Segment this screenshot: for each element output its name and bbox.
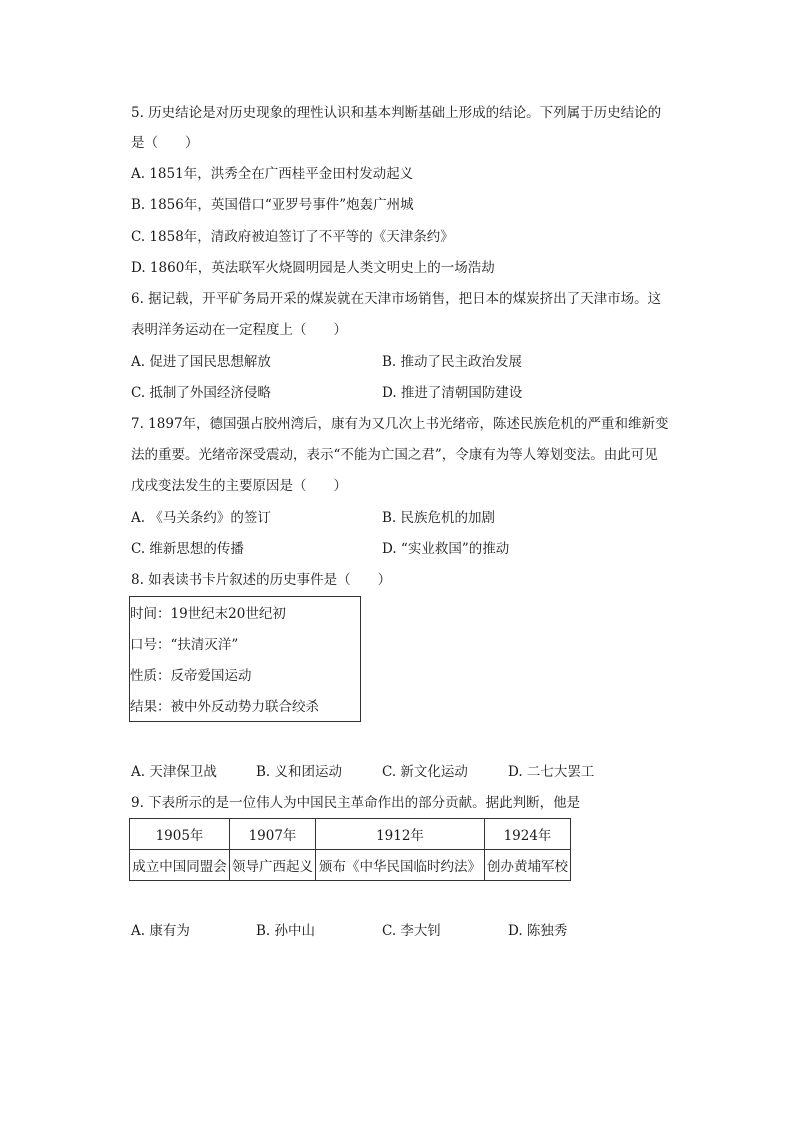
q5-option-b: B. 1856年，英国借口“亚罗号事件”炮轰广州城 [131, 197, 414, 213]
q6-stem-line1: 6. 据记载，开平矿务局开采的煤炭就在天津市场销售，把日本的煤炭挤出了天津市场。这 [131, 291, 662, 307]
q9-option-c: C. 李大钊 [382, 923, 441, 939]
q7-option-a: A. 《马关条约》的签订 [131, 510, 271, 526]
table-row [130, 850, 571, 881]
table-cell-event: 领导广西起义 [230, 850, 316, 881]
table-cell-year: 1924年 [485, 819, 571, 850]
q9-option-d: D. 陈独秀 [508, 923, 568, 939]
q7-stem-line2: 法的重要。光绪帝深受震动，表示“不能为亡国之君”，令康有为等人筹划变法。由此可见 [131, 447, 658, 463]
q5-option-c: C. 1858年，清政府被迫签订了不平等的《天津条约》 [131, 229, 454, 245]
q6-option-c: C. 抵制了外国经济侵略 [131, 385, 271, 401]
table-cell-year: 1907年 [230, 819, 316, 850]
q7-option-c: C. 维新思想的传播 [131, 541, 244, 557]
table-cell-year: 1905年 [130, 819, 230, 850]
table-cell-event: 创办黄埔军校 [485, 850, 571, 881]
card-time: 时间：19世纪末20世纪初 [130, 606, 286, 622]
q5-option-d: D. 1860年，英法联军火烧圆明园是人类文明史上的一场浩劫 [131, 260, 495, 276]
q7-stem-line1: 7. 1897年，德国强占胶州湾后，康有为又几次上书光绪帝，陈述民族危机的严重和维新变 [131, 416, 669, 432]
q9-stem: 9. 下表所示的是一位伟人为中国民主革命作出的部分贡献。据此判断，他是 [131, 795, 581, 811]
table-cell-event: 成立中国同盟会 [130, 850, 230, 881]
q7-option-d: D. “实业救国”的推动 [382, 541, 510, 557]
q6-option-a: A. 促进了国民思想解放 [131, 354, 271, 370]
contribution-table [129, 818, 571, 881]
q8-stem: 8. 如表读书卡片叙述的历史事件是（ ） [131, 572, 392, 588]
q6-option-b: B. 推动了民主政治发展 [382, 354, 523, 370]
q9-option-b: B. 孙中山 [256, 923, 316, 939]
q5-stem-line1: 5. 历史结论是对历史现象的理性认识和基本判断基础上形成的结论。下列属于历史结论的 [131, 105, 662, 121]
table-row [130, 819, 571, 850]
q5-stem-line2: 是（ ） [131, 135, 199, 151]
card-result: 结果：被中外反动势力联合绞杀 [130, 699, 319, 715]
q6-option-d: D. 推进了清朝国防建设 [382, 385, 523, 401]
q8-option-a: A. 天津保卫战 [131, 764, 217, 780]
q9-option-a: A. 康有为 [131, 923, 190, 939]
table-cell-event: 颁布《中华民国临时约法》 [316, 850, 485, 881]
card-slogan: 口号：“扶清灭洋” [130, 637, 239, 653]
q7-stem-line3: 戊戌变法发生的主要原因是（ ） [131, 478, 347, 494]
q5-option-a: A. 1851年，洪秀全在广西桂平金田村发动起义 [131, 166, 414, 182]
q8-option-d: D. 二七大罢工 [508, 764, 595, 780]
reading-card [129, 596, 361, 722]
table-cell-year: 1912年 [316, 819, 485, 850]
card-nature: 性质：反帝爱国运动 [130, 668, 252, 684]
q8-option-c: C. 新文化运动 [382, 764, 468, 780]
q7-option-b: B. 民族危机的加剧 [382, 510, 496, 526]
q6-stem-line2: 表明洋务运动在一定程度上（ ） [131, 322, 347, 338]
q8-option-b: B. 义和团运动 [256, 764, 343, 780]
